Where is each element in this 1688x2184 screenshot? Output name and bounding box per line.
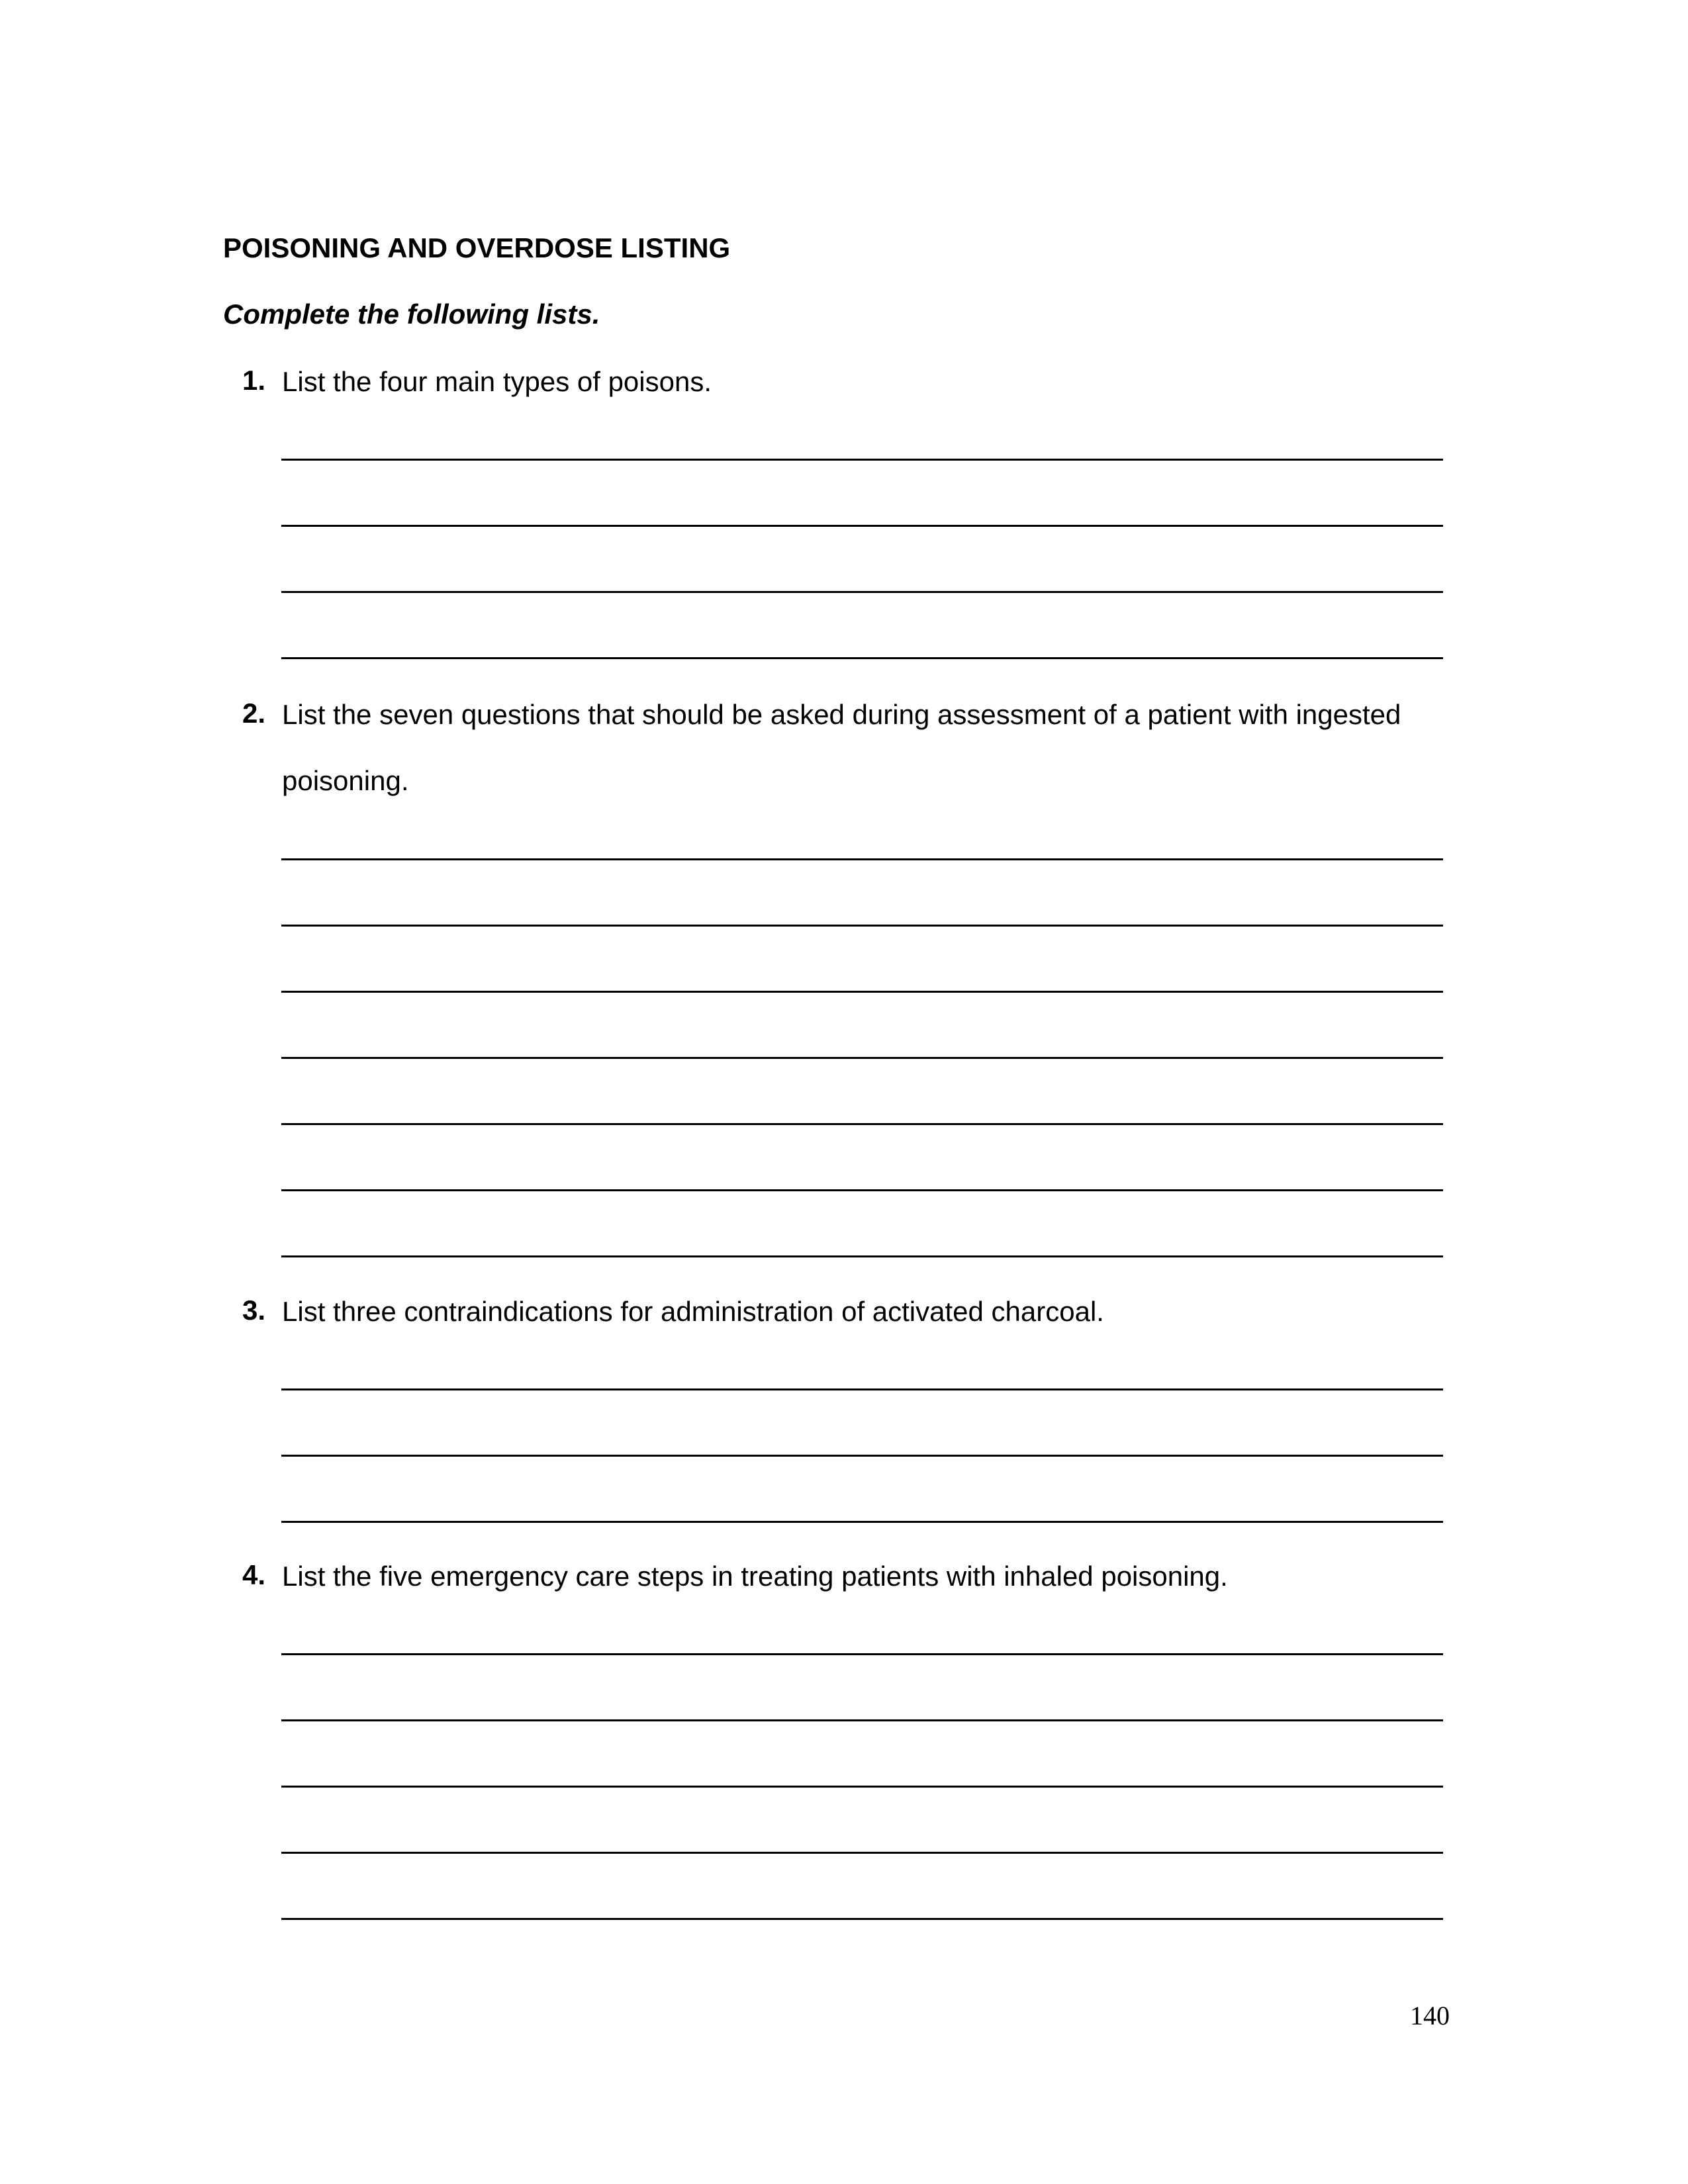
answer-line[interactable] — [281, 591, 1443, 593]
answer-line[interactable] — [281, 1057, 1443, 1059]
answer-line[interactable] — [281, 1852, 1443, 1854]
question-text: List the seven questions that should be asked during assessment of a patient with ingested poisoning. — [282, 699, 1401, 796]
answer-line[interactable] — [281, 525, 1443, 527]
answer-line[interactable] — [281, 1918, 1443, 1920]
answer-line[interactable] — [281, 1123, 1443, 1125]
question-number: 1. — [242, 365, 266, 396]
answer-line[interactable] — [281, 1388, 1443, 1390]
answer-line[interactable] — [281, 1455, 1443, 1457]
page-number: 140 — [1410, 2001, 1450, 2030]
question-text: List three contraindications for administration of activated charcoal. — [282, 1296, 1104, 1327]
page-title: POISONING AND OVERDOSE LISTING — [223, 232, 731, 263]
answer-line[interactable] — [281, 991, 1443, 993]
answer-line[interactable] — [281, 925, 1443, 927]
question-number: 2. — [242, 698, 266, 729]
answer-line[interactable] — [281, 657, 1443, 659]
answer-line[interactable] — [281, 1189, 1443, 1191]
answer-line[interactable] — [281, 459, 1443, 461]
question-number: 3. — [242, 1295, 266, 1326]
instructions: Complete the following lists. — [223, 298, 600, 330]
answer-line[interactable] — [281, 858, 1443, 860]
answer-line[interactable] — [281, 1653, 1443, 1655]
answer-line[interactable] — [281, 1521, 1443, 1523]
question-number: 4. — [242, 1559, 266, 1590]
question-text: List the four main types of poisons. — [282, 366, 712, 397]
question-text: List the five emergency care steps in treating patients with inhaled poisoning. — [282, 1561, 1228, 1592]
answer-line[interactable] — [281, 1719, 1443, 1721]
answer-line[interactable] — [281, 1255, 1443, 1257]
answer-line[interactable] — [281, 1786, 1443, 1788]
